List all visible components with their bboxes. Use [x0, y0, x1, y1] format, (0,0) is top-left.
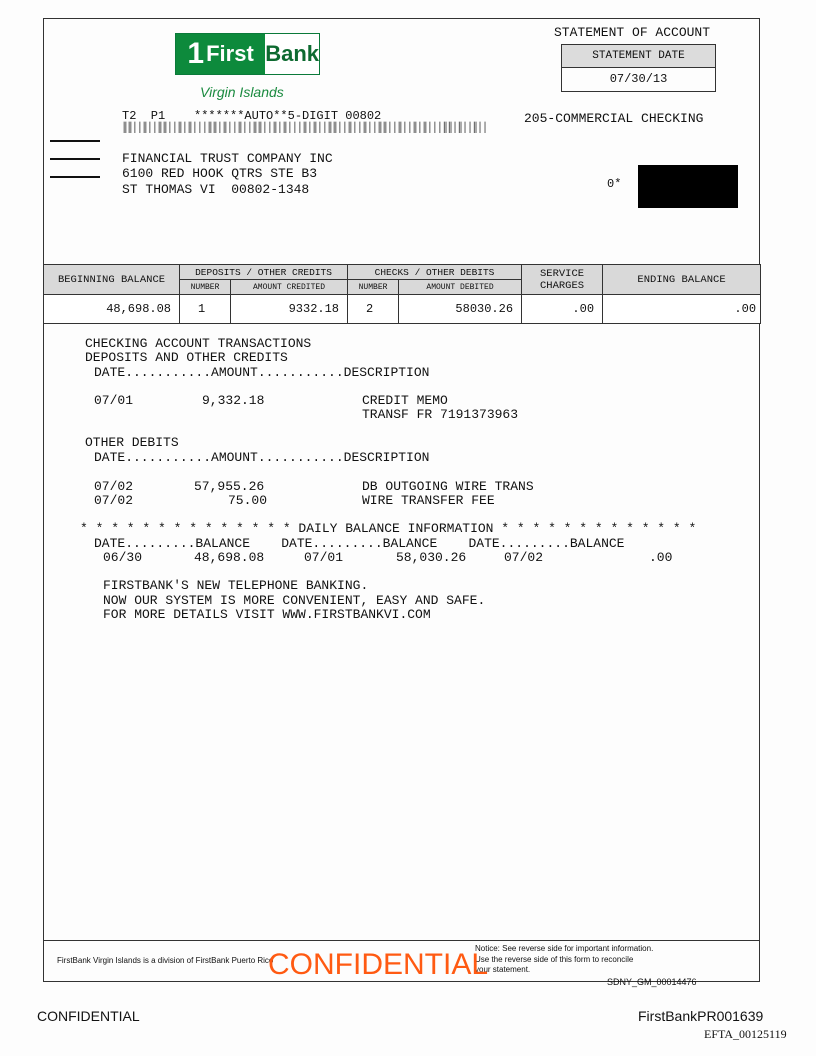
- credit-description: CREDIT MEMO: [362, 393, 448, 408]
- logo-subtitle: Virgin Islands: [200, 84, 284, 100]
- customer-address-2: ST THOMAS VI 00802-1348: [122, 182, 310, 197]
- statement-title: STATEMENT OF ACCOUNT: [554, 25, 711, 40]
- logo-number: 1: [187, 37, 205, 70]
- debit-description: DB OUTGOING WIRE TRANS: [362, 479, 534, 494]
- message-line-3: FOR MORE DETAILS VISIT WWW.FIRSTBANKVI.COM: [103, 607, 431, 622]
- logo-green-panel: [176, 34, 265, 74]
- checks-header: CHECKS / OTHER DEBITS: [348, 265, 522, 280]
- account-type: 205-COMMERCIAL CHECKING: [524, 111, 704, 126]
- checks-amount-header: AMOUNT DEBITED: [399, 280, 522, 295]
- confidential-label: CONFIDENTIAL: [37, 1008, 140, 1024]
- firstbank-logo: [175, 33, 320, 75]
- fold-marker: [50, 176, 100, 178]
- credit-date: 07/01: [94, 393, 134, 408]
- bates-number-small: SDNY_GM_00014476: [607, 977, 697, 987]
- daily-balance-title: * * * * * * * * * * * * * * DAILY BALANCE INFORMATION * * * * * * * * * * * * *: [80, 521, 697, 536]
- checks-number-header: NUMBER: [348, 280, 399, 295]
- message-line-2: NOW OUR SYSTEM IS MORE CONVENIENT, EASY AND SAFE.: [103, 593, 486, 608]
- debits-column-header: DATE...........AMOUNT...........DESCRIPTION: [94, 450, 430, 465]
- fold-marker: [50, 158, 100, 160]
- service-charges-header-line1: SERVICE: [539, 267, 585, 280]
- deposits-amount-header: AMOUNT CREDITED: [231, 280, 348, 295]
- postal-barcode: ║║││║││║║││║│║│││║║│║││║││║║││║│║│││║│║││║║││║││║││║║││║││║│║│││║║│║││║││: [122, 123, 488, 134]
- ending-balance-value: .00: [603, 295, 761, 324]
- debits-title: OTHER DEBITS: [85, 435, 179, 450]
- daily-balance-amount: 58,030.26: [396, 550, 467, 565]
- service-charges-header-line2: CHARGES: [539, 279, 585, 292]
- redaction-box: [638, 165, 738, 208]
- account-number-prefix: 0*: [607, 177, 622, 191]
- logo-bank-text: Bank: [265, 34, 319, 74]
- daily-balance-amount: .00: [649, 550, 673, 565]
- account-summary-table: [43, 264, 761, 324]
- statement-date-value: 07/30/13: [609, 72, 668, 86]
- debit-amount: 75.00: [228, 493, 268, 508]
- statement-date-box: [561, 44, 716, 92]
- customer-name: FINANCIAL TRUST COMPANY INC: [122, 151, 333, 166]
- checks-number-value: 2: [348, 295, 399, 324]
- statement-date-label: STATEMENT DATE: [562, 45, 715, 68]
- reverse-side-notice: Notice: See reverse side for important information. Use the reverse side of this form to reconcile your statement.: [475, 944, 654, 974]
- deposits-number-value: 1: [180, 295, 231, 324]
- daily-balance-date: 07/01: [304, 550, 344, 565]
- daily-balance-date: 07/02: [504, 550, 544, 565]
- daily-balance-date: 06/30: [103, 550, 143, 565]
- fold-marker: [50, 140, 100, 142]
- routing-line: T2 P1 *******AUTO**5-DIGIT 00802: [122, 109, 382, 123]
- footer-divider: [43, 940, 760, 941]
- credit-description-detail: TRANSF FR 7191373963: [362, 407, 519, 422]
- service-charges-value: .00: [522, 295, 603, 324]
- ending-balance-header: ENDING BALANCE: [603, 265, 761, 295]
- deposits-number-header: NUMBER: [180, 280, 231, 295]
- daily-balance-amount: 48,698.08: [194, 550, 265, 565]
- efta-number: EFTA_00125119: [704, 1027, 787, 1041]
- daily-balance-header: DATE.........BALANCE DATE.........BALANCE DATE.........BALANCE: [94, 536, 625, 551]
- debit-amount: 57,955.26: [194, 479, 265, 494]
- debit-description: WIRE TRANSFER FEE: [362, 493, 495, 508]
- debit-date: 07/02: [94, 479, 134, 494]
- deposits-header: DEPOSITS / OTHER CREDITS: [180, 265, 348, 280]
- message-line-1: FIRSTBANK'S NEW TELEPHONE BANKING.: [103, 578, 369, 593]
- debit-date: 07/02: [94, 493, 134, 508]
- deposits-amount-value: 9332.18: [231, 295, 348, 324]
- customer-address-1: 6100 RED HOOK QTRS STE B3: [122, 166, 318, 181]
- beginning-balance-header: BEGINNING BALANCE: [44, 265, 180, 295]
- logo-first-text: First: [206, 41, 254, 66]
- credit-amount: 9,332.18: [202, 393, 265, 408]
- beginning-balance-value: 48,698.08: [44, 295, 180, 324]
- bates-number: FirstBankPR001639: [638, 1008, 764, 1024]
- checks-amount-value: 58030.26: [399, 295, 522, 324]
- credits-title: DEPOSITS AND OTHER CREDITS: [85, 350, 288, 365]
- confidential-stamp: CONFIDENTIAL: [268, 948, 489, 981]
- division-note: FirstBank Virgin Islands is a division of FirstBank Puerto Rico: [57, 956, 274, 965]
- transactions-section-title: CHECKING ACCOUNT TRANSACTIONS: [85, 336, 312, 351]
- service-charges-header: [522, 265, 603, 295]
- credits-column-header: DATE...........AMOUNT...........DESCRIPTION: [94, 365, 430, 380]
